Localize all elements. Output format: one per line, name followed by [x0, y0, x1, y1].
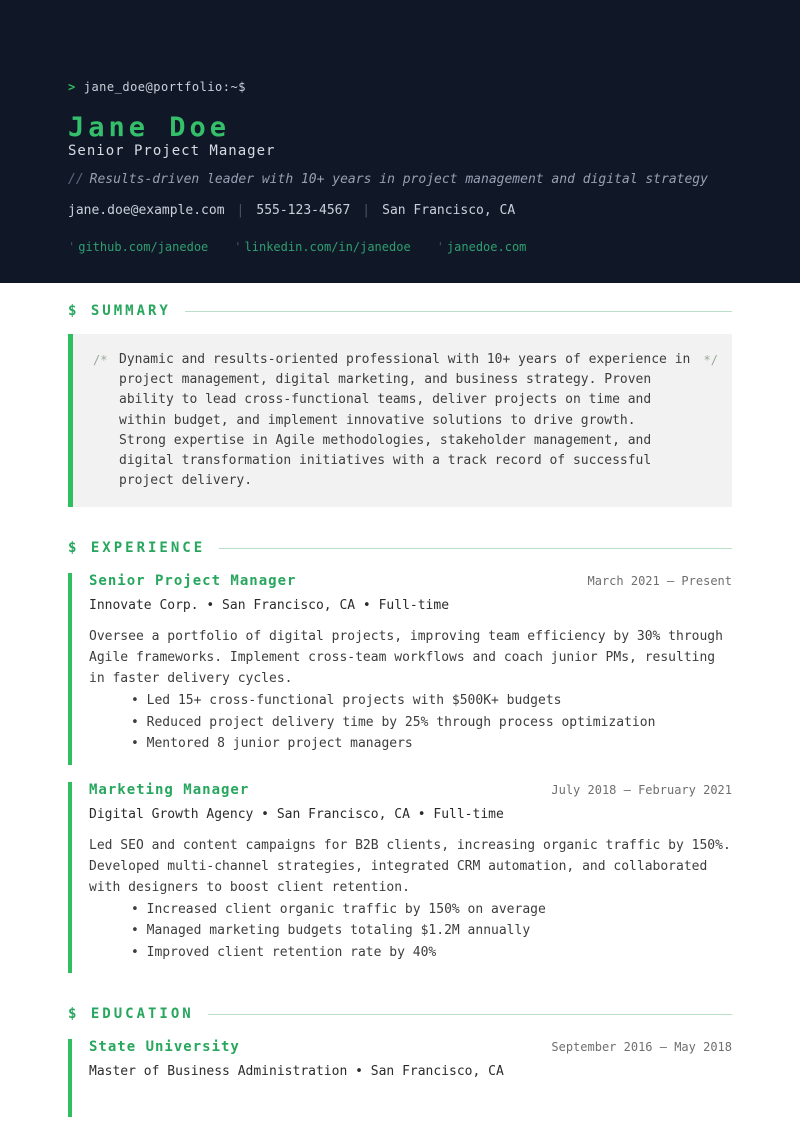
job-title: Marketing Manager — [89, 781, 250, 798]
job-bullet: • Increased client organic traffic by 150% on average — [131, 899, 732, 921]
job-title: Senior Project Manager — [89, 573, 297, 590]
education-section-title: $ EDUCATION — [68, 1006, 194, 1023]
school-dates: September 2016 – May 2018 — [551, 1040, 732, 1055]
experience-entry — [68, 782, 732, 974]
contact-separator: | — [362, 203, 371, 218]
education-section-header — [68, 1006, 732, 1022]
website-link-label: janedoe.com — [446, 240, 527, 254]
section-summary — [68, 303, 732, 507]
experience-entry — [68, 573, 732, 765]
school-name: State University — [89, 1039, 240, 1056]
section-divider — [208, 1014, 732, 1015]
terminal-prompt — [68, 80, 732, 94]
contact-phone: 555-123-4567 — [256, 203, 351, 218]
linkedin-link[interactable] — [234, 240, 410, 254]
contact-email[interactable]: jane.doe@example.com — [68, 203, 225, 218]
link-tick-icon: ' — [68, 240, 76, 254]
comment-slashes: // — [68, 172, 84, 187]
job-bullet: • Managed marketing budgets totaling $1.2M annually — [131, 920, 732, 942]
section-divider — [185, 311, 732, 312]
job-meta: Innovate Corp. • San Francisco, CA • Full-time — [89, 598, 450, 614]
person-name: Jane Doe — [68, 112, 231, 143]
section-experience — [68, 540, 732, 973]
job-description: Oversee a portfolio of digital projects, improving team efficiency by 30% through Agile frameworks. Implement cross-team workflows and coach junior PMs, resulting in faster delivery cycles. — [89, 629, 723, 687]
github-link-label: github.com/janedoe — [78, 240, 209, 254]
job-bullet: • Reduced project delivery time by 25% through process optimization — [131, 712, 732, 734]
resume-body — [0, 283, 800, 1117]
link-tick-icon: ' — [436, 240, 444, 254]
contact-line — [68, 202, 732, 219]
summary-paragraph: Dynamic and results-oriented professional with 10+ years of experience in project management, digital marketing, and business strategy. Proven ability to lead cross-functional teams, deliver projects on time and within budget, and implement innovative solutions to drive growth. — [119, 352, 691, 428]
header-hero — [0, 0, 800, 283]
github-link[interactable] — [68, 240, 208, 254]
tagline — [68, 171, 732, 188]
education-entry — [68, 1039, 732, 1117]
links-line — [68, 240, 732, 254]
job-meta: Digital Growth Agency • San Francisco, CA • Full-time — [89, 806, 504, 822]
section-divider — [219, 548, 732, 549]
website-link[interactable] — [437, 240, 527, 254]
summary-section-title: $ SUMMARY — [68, 303, 171, 319]
experience-section-header — [68, 540, 732, 556]
tagline-text: Results-driven leader with 10+ years in project management and digital strategy — [89, 172, 708, 187]
entry-header — [89, 782, 732, 798]
job-bullet-list — [89, 690, 732, 755]
entry-header — [89, 573, 732, 589]
entry-header — [89, 1039, 732, 1055]
job-description: Led SEO and content campaigns for B2B clients, increasing organic traffic by 150%. Developed multi-channel strategies, integrated CRM automation, and collaborated with designers to boost client retention. — [89, 837, 731, 895]
person-title: Senior Project Manager — [68, 143, 276, 159]
link-tick-icon: ' — [234, 240, 242, 254]
experience-section-title: $ EXPERIENCE — [68, 540, 206, 557]
prompt-caret-icon: > — [68, 80, 76, 94]
contact-separator: | — [236, 203, 245, 218]
job-dates: July 2018 – February 2021 — [551, 782, 732, 797]
section-education — [68, 1006, 732, 1117]
summary-paragraph: Strong expertise in Agile methodologies, stakeholder management, and digital transformation initiatives with a track record of successful project delivery. — [119, 432, 652, 489]
job-dates: March 2021 – Present — [587, 574, 732, 589]
linkedin-link-label: linkedin.com/in/janedoe — [244, 240, 411, 254]
job-bullet-list — [89, 899, 732, 964]
summary-box — [68, 334, 732, 507]
prompt-text: jane_doe@portfolio:~$ — [83, 80, 246, 94]
comment-open-mark: /* — [93, 353, 108, 367]
job-bullet: • Improved client retention rate by 40% — [131, 942, 732, 964]
job-bullet: • Led 15+ cross-functional projects with $500K+ budgets — [131, 690, 732, 712]
comment-close-mark: */ — [703, 353, 718, 367]
contact-location: San Francisco, CA — [382, 203, 516, 218]
summary-section-header — [68, 303, 732, 319]
school-meta: Master of Business Administration • San Francisco, CA — [89, 1064, 504, 1080]
job-bullet: • Mentored 8 junior project managers — [131, 733, 732, 755]
